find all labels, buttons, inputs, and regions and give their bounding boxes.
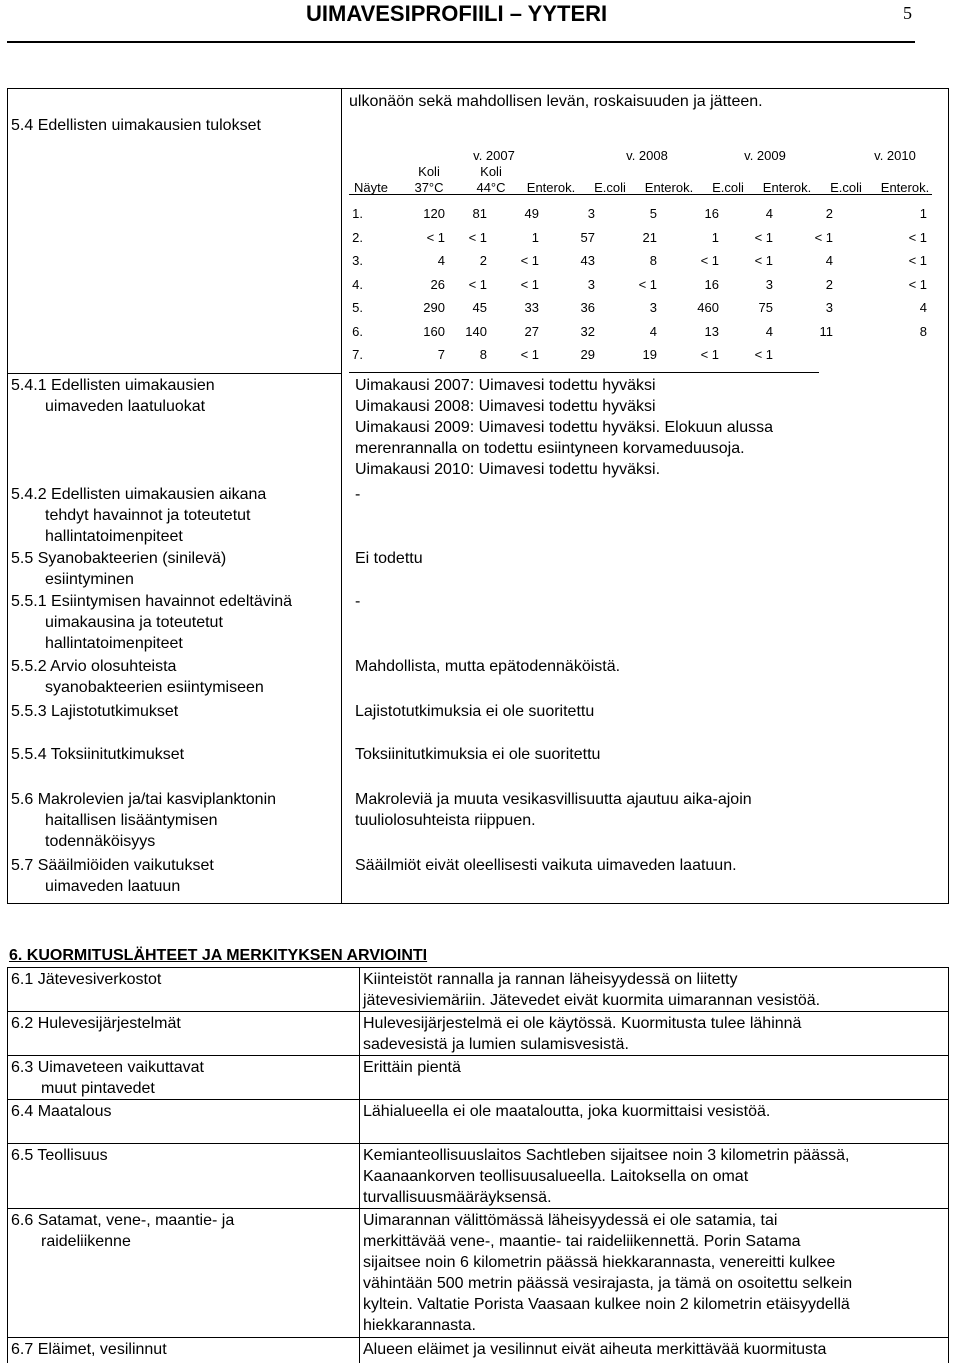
table-cell: 29 xyxy=(580,347,595,362)
col-ecoli-2008: E.coli xyxy=(594,180,626,195)
label-5-5-line2: esiintyminen xyxy=(45,571,134,588)
label-5-4: 5.4 Edellisten uimakausien tulokset xyxy=(11,117,261,134)
table-cell: 3 xyxy=(825,300,833,315)
table-bottom-rule xyxy=(349,372,819,373)
table-cell: 4 xyxy=(919,300,927,315)
table-cell: 4 xyxy=(437,253,445,268)
table-cell: 8 xyxy=(649,253,657,268)
s6-r6-label-line1: 6.6 Satamat, vene-, maantie- ja xyxy=(11,1212,235,1229)
s551-value: - xyxy=(355,593,361,610)
s552-value: Mahdollista, mutta epätodennäköistä. xyxy=(355,658,621,675)
label-5-6-line1: 5.6 Makrolevien ja/tai kasviplanktonin xyxy=(11,791,277,808)
table-cell: 5 xyxy=(649,206,657,221)
table-cell: < 1 xyxy=(520,347,539,362)
s55-value: Ei todettu xyxy=(355,550,423,567)
table-cell: 16 xyxy=(704,206,719,221)
s6-r3-label-line1: 6.3 Uimaveteen vaikuttavat xyxy=(11,1059,204,1076)
table-cell: 75 xyxy=(758,300,773,315)
s541-line1: Uimakausi 2007: Uimavesi todettu hyväksi xyxy=(355,377,656,394)
table-cell: 3 xyxy=(649,300,657,315)
col-koli44-line2: 44°C xyxy=(476,180,506,195)
table-cell: 290 xyxy=(423,300,445,315)
table-cell: < 1 xyxy=(814,229,833,245)
s6-r5-label: 6.5 Teollisuus xyxy=(11,1147,108,1164)
table-cell: < 1 xyxy=(468,229,487,245)
label-5-6-line2: haitallisen lisääntymisen xyxy=(45,812,218,829)
table-cell: < 1 xyxy=(754,347,773,362)
table-cell: 43 xyxy=(580,253,595,268)
s541-line4: merenrannalla on todettu esiintyneen korvameduusoja. xyxy=(355,440,745,457)
table-cell: 140 xyxy=(465,323,487,339)
label-5-5-4: 5.5.4 Toksiinitutkimukset xyxy=(11,746,185,763)
table-cell: 81 xyxy=(472,206,487,221)
s6-r2-value-line1: Hulevesijärjestelmä ei ole käytössä. Kuormitusta tulee lähinnä xyxy=(363,1015,802,1032)
s6-r4-value: Lähialueella ei ole maataloutta, joka kuormittaisi vesistöä. xyxy=(363,1103,771,1120)
label-5-5-1-line1: 5.5.1 Esiintymisen havainnot edeltävinä xyxy=(11,593,293,610)
table-cell: 4 xyxy=(649,323,657,339)
table-cell: 36 xyxy=(580,300,595,315)
s541-line2: Uimakausi 2008: Uimavesi todettu hyväksi xyxy=(355,398,656,415)
col-enterok-2007: Enterok. xyxy=(526,180,576,195)
col-enterok-2008: Enterok. xyxy=(644,180,694,195)
label-5-5-2-line1: 5.5.2 Arvio olosuhteista xyxy=(11,658,177,675)
s54-intro: ulkonäön sekä mahdollisen levän, roskaisuuden ja jätteen. xyxy=(349,93,763,110)
table-cell: 45 xyxy=(472,300,487,315)
table-cell: 16 xyxy=(704,276,719,292)
table-cell: 3 xyxy=(587,276,595,292)
table-cell: 8 xyxy=(479,347,487,362)
s6-r6-value-line3: sijaitsee noin 6 kilometrin päässä hiekkarannasta, venereitti kulkee xyxy=(363,1254,836,1271)
table-cell: 120 xyxy=(423,206,445,221)
table-cell: < 1 xyxy=(700,253,719,268)
s6-r3-label-line2: muut pintavedet xyxy=(41,1080,155,1097)
table-cell: 21 xyxy=(642,229,657,245)
table-cell: 3 xyxy=(765,276,773,292)
label-5-5-line1: 5.5 Syanobakteerien (sinilevä) xyxy=(11,550,227,567)
s6-r5-value-line2: Kaanaankorven teollisuusalueella. Laitoksella on omat xyxy=(363,1168,749,1185)
s6-r7-value: Alueen eläimet ja vesilinnut eivät aiheuta merkittävää kuormitusta xyxy=(363,1341,827,1358)
s554-value: Toksiinitutkimuksia ei ole suoritettu xyxy=(355,746,601,763)
table-cell: < 1 xyxy=(908,253,927,268)
table-cell: 4 xyxy=(765,323,773,339)
s553-value: Lajistotutkimuksia ei ole suoritettu xyxy=(355,703,595,720)
year-2010: v. 2010 xyxy=(874,148,916,163)
label-5-4-2-line2: tehdyt havainnot ja toteutetut xyxy=(45,507,251,524)
table-cell: < 1 xyxy=(700,347,719,362)
col-koli37-line1: Koli xyxy=(418,164,440,179)
table-cell: 27 xyxy=(524,323,539,339)
table-cell: 460 xyxy=(697,300,719,315)
table-cell: < 1 xyxy=(468,276,487,292)
table-cell: 160 xyxy=(423,323,445,339)
table-cell: 3 xyxy=(587,206,595,221)
label-5-7-line1: 5.7 Sääilmiöiden vaikutukset xyxy=(11,857,214,874)
table-cell: 19 xyxy=(642,347,657,362)
s6-row-rule-1 xyxy=(7,1011,949,1012)
s6-r1-value-line1: Kiinteistöt rannalla ja rannan läheisyydessä on liitetty xyxy=(363,971,738,988)
table-cell: 32 xyxy=(580,323,595,339)
label-5-6-line3: todennäköisyys xyxy=(45,833,156,850)
label-5-4-2-line1: 5.4.2 Edellisten uimakausien aikana xyxy=(11,486,267,503)
s6-r1-value-line2: jätevesiviemäriin. Jätevedet eivät kuormita uimarannan vesistöä. xyxy=(363,992,821,1009)
label-5-7-line2: uimaveden laatuun xyxy=(45,878,181,895)
table-cell: < 1 xyxy=(638,276,657,292)
s6-r1-label: 6.1 Jätevesiverkostot xyxy=(11,971,162,988)
s6-row-rule-5 xyxy=(7,1208,949,1209)
table-row-label: 6. xyxy=(352,323,363,339)
table-cell: < 1 xyxy=(908,276,927,292)
table-cell: 2 xyxy=(825,206,833,221)
s6-row-rule-6 xyxy=(7,1337,949,1338)
table-row-label: 1. xyxy=(352,206,363,221)
page-title: UIMAVESIPROFIILI – YYTERI xyxy=(306,1,608,26)
s6-r6-value-line4: vähintään 500 metrin päässä vesirajasta, ja tämä on osoitettu selkein xyxy=(363,1275,853,1292)
table-cell: 7 xyxy=(437,347,445,362)
table-cell: 26 xyxy=(430,276,445,292)
s56-value-line2: tuuliolosuhteista riippuen. xyxy=(355,812,536,829)
table-row-label: 7. xyxy=(352,347,363,362)
table-cell: 2 xyxy=(825,276,833,292)
s6-r6-label-line2: raideliikenne xyxy=(41,1233,131,1250)
table-cell: 49 xyxy=(524,206,539,221)
table-cell: < 1 xyxy=(754,253,773,268)
s6-r6-value-line1: Uimarannan välittömässä läheisyydessä ei ole satamia, tai xyxy=(363,1212,778,1229)
table-cell: 1 xyxy=(711,229,719,245)
col-ecoli-2009: E.coli xyxy=(712,180,744,195)
s6-r6-value-line5: kyltein. Valtatie Porista Vaasaan kulkee noin 2 kilometrin etäisyydellä xyxy=(363,1296,850,1313)
s6-r7-label: 6.7 Eläimet, vesilinnut xyxy=(11,1341,167,1358)
s6-r2-value-line2: sadevesistä ja lumien sulamisvesistä. xyxy=(363,1036,629,1053)
section6-title: 6. KUORMITUSLÄHTEET JA MERKITYKSEN ARVIOINTI xyxy=(9,947,428,964)
table-row-label: 3. xyxy=(352,253,363,268)
table-cell: 11 xyxy=(819,323,833,339)
table-cell: 4 xyxy=(765,206,773,221)
s6-row-rule-2 xyxy=(7,1055,949,1056)
s57-value: Sääilmiöt eivät oleellisesti vaikuta uimaveden laatuun. xyxy=(355,857,737,874)
page-number: 5 xyxy=(903,3,912,23)
s6-r4-label: 6.4 Maatalous xyxy=(11,1103,112,1120)
label-5-4-1-line2: uimaveden laatuluokat xyxy=(45,398,206,415)
year-2008: v. 2008 xyxy=(626,148,668,163)
table-cell: 1 xyxy=(531,229,539,245)
label-5-5-1-line2: uimakausina ja toteutetut xyxy=(45,614,223,631)
s541-line3: Uimakausi 2009: Uimavesi todettu hyväksi. Elokuun alussa xyxy=(355,419,773,436)
label-5-5-3: 5.5.3 Lajistotutkimukset xyxy=(11,703,179,720)
section6-divider xyxy=(359,967,360,1363)
table-cell: < 1 xyxy=(520,253,539,268)
label-5-5-2-line2: syanobakteerien esiintymiseen xyxy=(45,679,264,696)
col-enterok-2010: Enterok. xyxy=(880,180,930,195)
label-5-4-2-line3: hallintatoimenpiteet xyxy=(45,528,183,545)
s6-r5-value-line1: Kemianteollisuuslaitos Sachtleben sijaitsee noin 3 kilometrin päässä, xyxy=(363,1147,850,1164)
s6-r6-value-line2: merkittävää vene-, maantie- tai raideliikennettä. Porin Satama xyxy=(363,1233,801,1250)
s6-row-rule-3 xyxy=(7,1099,949,1100)
rule-5-4-1 xyxy=(7,373,341,374)
table-cell: 13 xyxy=(704,323,719,339)
label-5-5-1-line3: hallintatoimenpiteet xyxy=(45,635,183,652)
table-cell: < 1 xyxy=(426,229,445,245)
label-5-4-1-line1: 5.4.1 Edellisten uimakausien xyxy=(11,377,215,394)
year-2009: v. 2009 xyxy=(744,148,786,163)
year-2007: v. 2007 xyxy=(473,148,515,163)
col-ecoli-2010: E.coli xyxy=(830,180,862,195)
s6-r3-value: Erittäin pientä xyxy=(363,1059,461,1076)
s6-row-rule-4 xyxy=(7,1143,949,1144)
table-cell: < 1 xyxy=(520,276,539,292)
table-cell: 1 xyxy=(919,206,927,221)
col-naeyte: Näyte xyxy=(354,180,388,195)
col-koli37-line2: 37°C xyxy=(414,180,444,195)
s6-r6-value-line6: hiekkarannasta. xyxy=(363,1317,476,1334)
s6-r5-value-line3: turvallisuusmääräyksensä. xyxy=(363,1189,552,1206)
table-cell: < 1 xyxy=(908,229,927,245)
table-cell: < 1 xyxy=(754,229,773,245)
s541-line5: Uimakausi 2010: Uimavesi todettu hyväksi. xyxy=(355,461,661,478)
s542-value: - xyxy=(355,486,361,503)
col-koli44-line1: Koli xyxy=(480,164,502,179)
table-cell: 57 xyxy=(580,229,595,245)
table-row-label: 5. xyxy=(352,300,363,315)
table-cell: 33 xyxy=(524,300,539,315)
s6-r2-label: 6.2 Hulevesijärjestelmät xyxy=(11,1015,181,1032)
table-row-label: 2. xyxy=(352,229,363,245)
s56-value-line1: Makroleviä ja muuta vesikasvillisuutta ajautuu aika-ajoin xyxy=(355,791,752,808)
table-cell: 8 xyxy=(919,323,927,339)
table-row-label: 4. xyxy=(352,276,363,292)
table-cell: 4 xyxy=(825,253,833,268)
table-cell: 2 xyxy=(479,253,487,268)
results-table xyxy=(349,140,949,375)
col-enterok-2009: Enterok. xyxy=(762,180,812,195)
header-rule xyxy=(7,41,915,43)
page-header xyxy=(0,0,960,48)
